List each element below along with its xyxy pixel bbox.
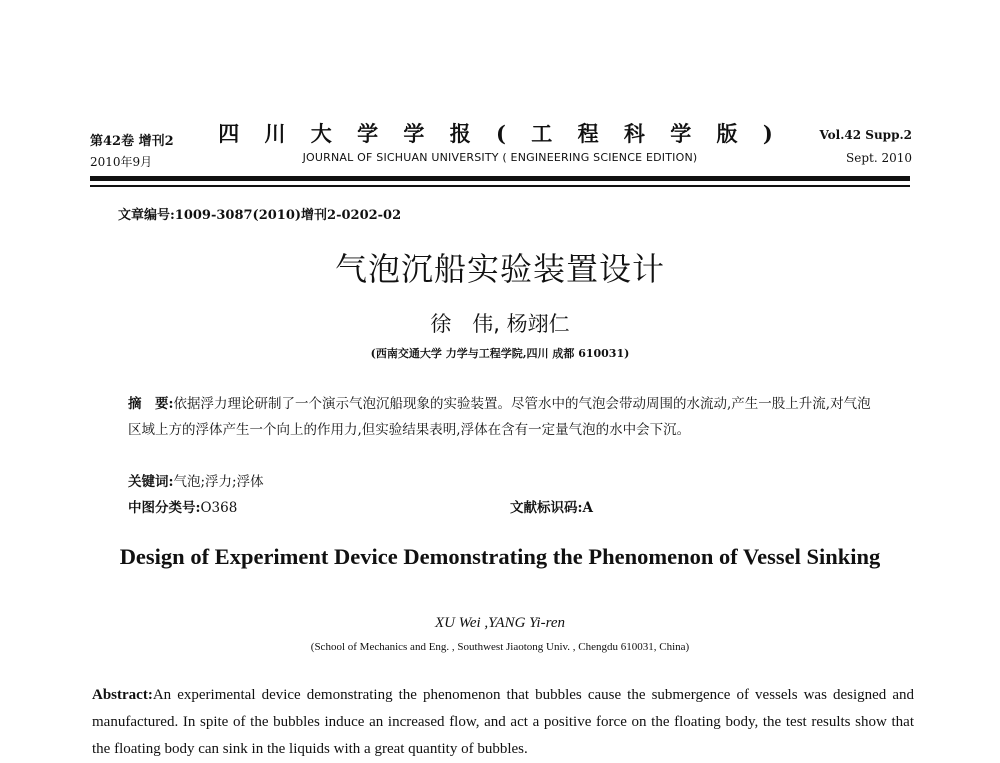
journal-title-cn: 四 川 大 学 学 报 ( 工 程 科 学 版 ) [218, 121, 782, 146]
document-code-value: A [582, 500, 593, 516]
affiliation-en: (School of Mechanics and Eng. , Southwest Jiaotong Univ. , Chengdu 610031, China) [310, 641, 690, 653]
abstract-cn-text: 依据浮力理论研制了一个演示气泡沉船现象的实验装置。尽管水中的气泡会带动周围的水流动,产生一股上升流,对气泡区域上方的浮体产生一个向上的作用力,但实验结果表明,浮体在含有一定量气泡的水中会下沉。 [128, 396, 871, 438]
keywords-cn [128, 470, 264, 490]
keywords-cn-label: 关键词: [128, 474, 174, 490]
article-number: 文章编号:1009-3087(2010)增刊2-0202-02 [118, 208, 402, 223]
clc-number [128, 496, 237, 516]
header-rule-thin [90, 185, 910, 187]
authors-cn: 徐 伟, 杨翊仁 [430, 312, 570, 336]
abstract-en-label: Abstract: [92, 687, 153, 703]
authors-en: XU Wei ,YANG Yi-ren [434, 615, 566, 631]
abstract-en-text: An experimental device demonstrating the phenomenon that bubbles cause the submergence of vessels was designed and manufactured. In spite of the bubbles induce an increased flow, and act a positive force on the floating body, the test results show that the floating body can sink in the liquids with a great quantity of bubbles. [92, 687, 914, 757]
clc-label: 中图分类号: [128, 500, 201, 516]
clc-value: O368 [200, 500, 238, 516]
document-code-label: 文献标识码: [510, 500, 583, 516]
document-code [510, 496, 593, 516]
journal-title-en: JOURNAL OF SICHUAN UNIVERSITY ( ENGINEERING SCIENCE EDITION) [302, 151, 698, 164]
volume-en: Vol.42 Supp.2 [819, 128, 912, 142]
abstract-cn [128, 391, 880, 443]
keywords-cn-text: 气泡;浮力;浮体 [173, 474, 264, 490]
abstract-en [92, 682, 914, 763]
paper-title-en: Design of Experiment Device Demonstrating the Phenomenon of Vessel Sinking [119, 544, 881, 569]
volume-cn: 第42卷 增刊2 [90, 134, 174, 149]
date-cn: 2010年9月 [90, 155, 153, 169]
paper-title-cn: 气泡沉船实验装置设计 [334, 250, 665, 288]
date-en: Sept. 2010 [846, 151, 912, 165]
affiliation-cn: (西南交通大学 力学与工程学院,四川 成都 610031) [370, 347, 630, 360]
abstract-cn-label: 摘 要: [128, 396, 174, 412]
header-rule-thick [90, 176, 910, 181]
